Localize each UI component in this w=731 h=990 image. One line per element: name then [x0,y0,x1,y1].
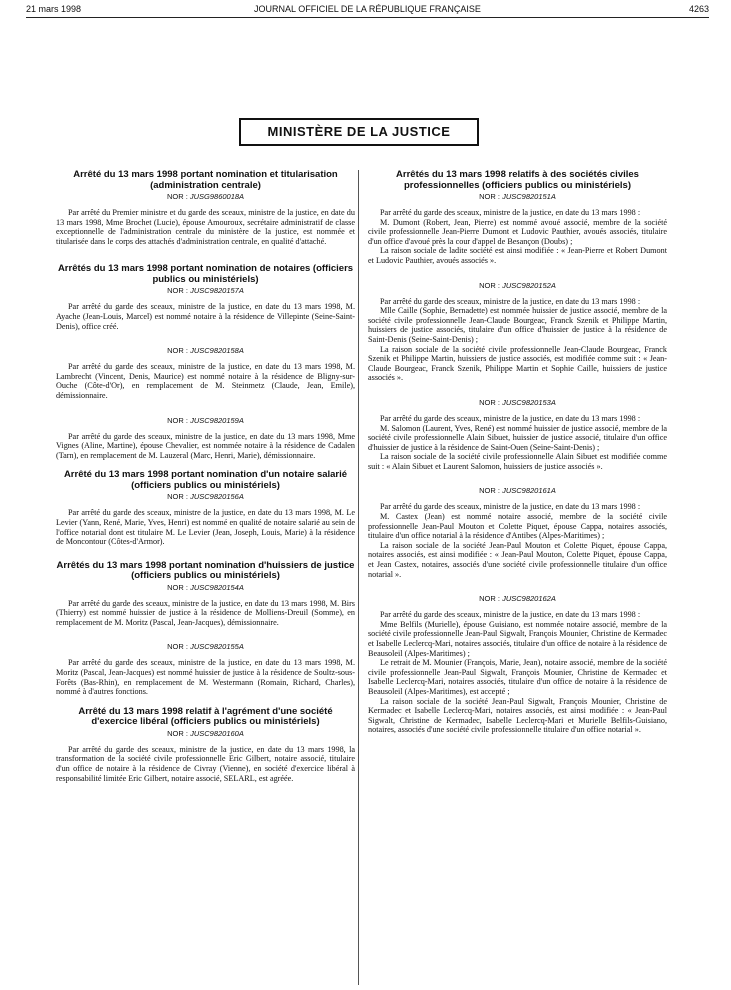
decree-text: Par arrêté du garde des sceaux, ministre de la justice, en date du 13 mars 1998, Mme Vignes (Aline, Martine), épouse Chevalier, est nommée notaire à la résidence de Cadalen (Tarn), en remplacement de M. Lauzeral (Marc, Henri, Marie), démissionnaire. [56,431,355,460]
nor-code: JUSC9820156A [190,492,244,502]
decree-section [56,264,355,331]
decree-text: M. Salomon (Laurent, Yves, René) est nommé huissier de justice associé, membre de la société civile professionnelle Alain Sibuet, huissier de justice associé, titulaire d'un office d'huissier de justice à la résidence de Saint-Ouen (Seine-Saint-Denis) ; [368,423,667,452]
decree-text: Le retrait de M. Mounier (François, Marie, Jean), notaire associé, membre de la société civile professionnelle Jean-Paul Sigwalt, François Mounier, Christine de Kermadec et Isabelle Leclercq-Mari, notaires associés, titulaire d'un office de notaire à la résidence de Beausoleil (Alpes-Maritimes), est accepté ; [368,658,667,696]
nor-code: JUSC9820152A [502,280,556,290]
nor-reference: NOR : JUSC9820162A [479,594,556,604]
decree-section [368,594,667,735]
page-number: 4263 [688,4,709,14]
decree-text: Par arrêté du garde des sceaux, ministre de la justice, en date du 13 mars 1998, M. Ayache (Jean-Louis, Marcel) est nommé notaire à la résidence de Villepinte (Seine-Saint-Denis), office créé. [56,302,355,331]
decree-title: Arrêté du 13 mars 1998 portant nomination d'un notaire salarié (officiers publics ou ministériels) [63,469,348,491]
nor-code: JUSC9820161A [502,486,556,496]
decree-text: Par arrêté du garde des sceaux, ministre de la justice, en date du 13 mars 1998, M. Birs (Thierry) est nommé huissier de justice à la résidence de Molliens-Dreuil (Somme), en remplacement de M. Moritz (Pascal, Jean-Jacques), démissionnaire. [56,598,355,627]
nor-code: JUSC9820162A [502,594,556,604]
decree-text: Par arrêté du Premier ministre et du garde des sceaux, ministre de la justice, en date du 13 mars 1998, Mme Brochet (Lucie), épouse Amouroux, secrétaire administratif de classe exceptionnelle de l'administration centrale du ministère de la justice, est nommée et titularisée dans le corps des attachés d'administration centrale, en qualité d'attaché. [56,208,355,246]
decree-text: Mme Belfils (Murielle), épouse Guisiano, est nommée notaire associé, membre de la société civile professionnelle Jean-Paul Sigwalt, François Mounier, Christine de Kermadec et Isabelle Leclercq-Mari, notaires associés, titulaire d'un office de notaire à la résidence de Beausoleil (Alpes-Maritimes) ; [368,619,667,658]
nor-code: JUSC9820154A [190,582,244,592]
nor-reference: NOR : JUSC9820160A [167,728,244,738]
decree-section [56,346,355,400]
ministry-box [239,118,479,146]
decree-section [56,642,355,696]
nor-code: JUSC9820160A [190,728,244,738]
decree-text: La raison sociale de la société Jean-Paul Sigwalt, François Mounier, Christine de Kermadec et Isabelle Leclercq-Mari, notaires associés, est ainsi modifiée : « Jean-Paul Sigwalt, Christine de Kermadec, Isabelle Leclercq-Mari et Murielle Belfils-Guisiano, notaires, associés d'une société civile professionnelle titulaire d'un office notarial ». [368,696,667,735]
decree-section [368,281,667,383]
left-column [56,170,355,783]
decree-section [56,416,355,461]
decree-title: Arrêtés du 13 mars 1998 portant nomination de notaires (officiers publics ou ministériels) [57,263,354,285]
decree-title: Arrêté du 13 mars 1998 relatif à l'agrément d'une société d'exercice libéral (officiers publics ou ministériels) [78,705,333,728]
nor-code: JUSG9860018A [189,192,245,201]
right-column [368,170,667,735]
nor-code: JUSC9820153A [502,397,556,407]
nor-reference: NOR : JUSC9820151A [479,192,556,201]
nor-code: JUSC9820158A [190,346,244,356]
decree-text: Par arrêté du garde des sceaux, ministre de la justice, en date du 13 mars 1998 : [380,413,641,423]
nor-code: JUSC9820157A [190,286,244,296]
page-header [26,4,709,16]
nor-code: JUSC9820151A [502,192,556,201]
decree-text: La raison sociale de la société Jean-Paul Mouton et Colette Piquet, épouse Cappa, notaires associés, est ainsi modifiée : « Jean-Paul Mouton, Colette Piquet, épouse Cappa, et Jean Castex, notaires, associés d'une société civile professionnelle titulaire d'un office notarial ». [368,540,667,579]
decree-section [56,707,355,783]
nor-reference: NOR : JUSC9820161A [479,486,556,496]
decree-text: Par arrêté du garde des sceaux, ministre de la justice, en date du 13 mars 1998 : [380,502,641,512]
decree-text: Par arrêté du garde des sceaux, ministre de la justice, en date du 13 mars 1998 : [380,610,641,620]
nor-reference: NOR : JUSG9860018A [166,192,245,201]
nor-reference: NOR : JUSC9820158A [167,346,244,356]
decree-text: La raison sociale de la société civile professionnelle Alain Sibuet est modifiée comme suit : « Alain Sibuet et Laurent Salomon, huissiers de justice associés ». [368,452,667,471]
decree-section [368,486,667,579]
nor-code: JUSC9820159A [190,415,244,425]
decree-text: La raison sociale de la société civile professionnelle Jean-Claude Bourgeac, Franck Szenik et Philippe Martin, huissiers de justice associés, est modifiée comme suit : « Jean-Claude Bourgeac, Franck Szenik, Philippe Martin et Sophie Caille, huissiers de justice associés ». [368,344,667,383]
decree-text: Par arrêté du garde des sceaux, ministre de la justice, en date du 13 mars 1998 : [380,208,641,217]
decree-text: Par arrêté du garde des sceaux, ministre de la justice, en date du 13 mars 1998, M. Lambrecht (Vincent, Denis, Maurice) est nommé notaire à la résidence de Bligny-sur-Ouche (Côte-d'Or), en remplacement de M. Steinmetz (Claude, Jean, Emile), démissionnaire. [56,362,355,400]
nor-reference: NOR : JUSC9820155A [167,642,244,652]
header-rule [26,17,709,18]
decree-section [56,170,355,246]
nor-reference: NOR : JUSC9820157A [167,286,244,296]
decree-text: M. Dumont (Robert, Jean, Pierre) est nommé avoué associé, membre de la société civile professionnelle Jean-Pierre Dumont et Ludovic Pauthier, avoués associés, titulaire d'un office d'avoué près la cour d'appel de Besançon (Doubs) ; [368,217,667,246]
column-divider [358,170,359,985]
decree-text: Par arrêté du garde des sceaux, ministre de la justice, en date du 13 mars 1998, M. Moritz (Pascal, Jean-Jacques) est nommé huissier de justice à la résidence de Soultz-sous-Forêts (Bas-Rhin), en remplacement de M. Westermann (Romain, Richard, Charles), nommé à d'autres fonctions. [56,658,355,697]
decree-section [56,561,355,628]
nor-reference: NOR : JUSC9820156A [167,492,244,502]
decree-title: Arrêté du 13 mars 1998 portant nomination et titularisation (administration centrale) [73,169,338,191]
nor-reference: NOR : JUSC9820153A [479,397,556,407]
decree-text: Par arrêté du garde des sceaux, ministre de la justice, en date du 13 mars 1998, la transformation de la société civile professionnelle Eric Gilbert, notaire associé, titulaire d'un office de notaire à la résidence de Civray (Vienne), en société d'exercice libéral à responsabilité limitée Eric Gilbert, notaire associé, SELARL, est agréée. [56,744,355,783]
decree-text: Par arrêté du garde des sceaux, ministre de la justice, en date du 13 mars 1998, M. Le Levier (Yann, René, Marie, Yves, Henri) est nommé en qualité de notaire salarié au sein de l'office notarial dont est titulaire M. Le Levier (Jean, Joseph, Louis, Marie) à la résidence de Moncontour (Côtes-d'Armor). [56,508,355,547]
decree-title: Arrêtés du 13 mars 1998 relatifs à des sociétés civiles professionnelles (officiers publics ou ministériels) [396,169,639,191]
decree-section [368,398,667,472]
issue-date: 21 mars 1998 [26,4,82,14]
nor-reference: NOR : JUSC9820154A [167,582,244,592]
decree-text: Mlle Caille (Sophie, Bernadette) est nommée huissier de justice associé, membre de la société civile professionnelle Jean-Claude Bourgeac, Franck Szenik et Philippe Martin, huissiers de justice associés, titulaire d'un office d'huissier de justice à la résidence de Saint-Denis (Seine-Saint-Denis) ; [368,306,667,344]
decree-title: Arrêtés du 13 mars 1998 portant nomination d'huissiers de justice (officiers publics ou ministériels) [56,559,355,582]
nor-reference: NOR : JUSC9820159A [167,415,244,425]
decree-section [56,470,355,546]
nor-code: JUSC9820155A [190,642,244,652]
decree-text: Par arrêté du garde des sceaux, ministre de la justice, en date du 13 mars 1998 : [380,296,641,306]
decree-section [368,170,667,266]
ministry-title: MINISTÈRE DE LA JUSTICE [267,124,451,139]
nor-reference: NOR : JUSC9820152A [479,280,556,290]
decree-text: M. Castex (Jean) est nommé notaire associé, membre de la société civile professionnelle Jean-Paul Mouton et Colette Piquet, épouse Cappa, notaires associés, titulaire d'un office notarial à la résidence d'Antibes (Alpes-Maritimes) ; [368,512,667,541]
journal-title: JOURNAL OFFICIEL DE LA RÉPUBLIQUE FRANÇAISE [254,4,481,14]
decree-text: La raison sociale de ladite société est ainsi modifiée : « Jean-Pierre et Robert Dumont et Ludovic Pauthier, avoués associés ». [368,246,667,265]
